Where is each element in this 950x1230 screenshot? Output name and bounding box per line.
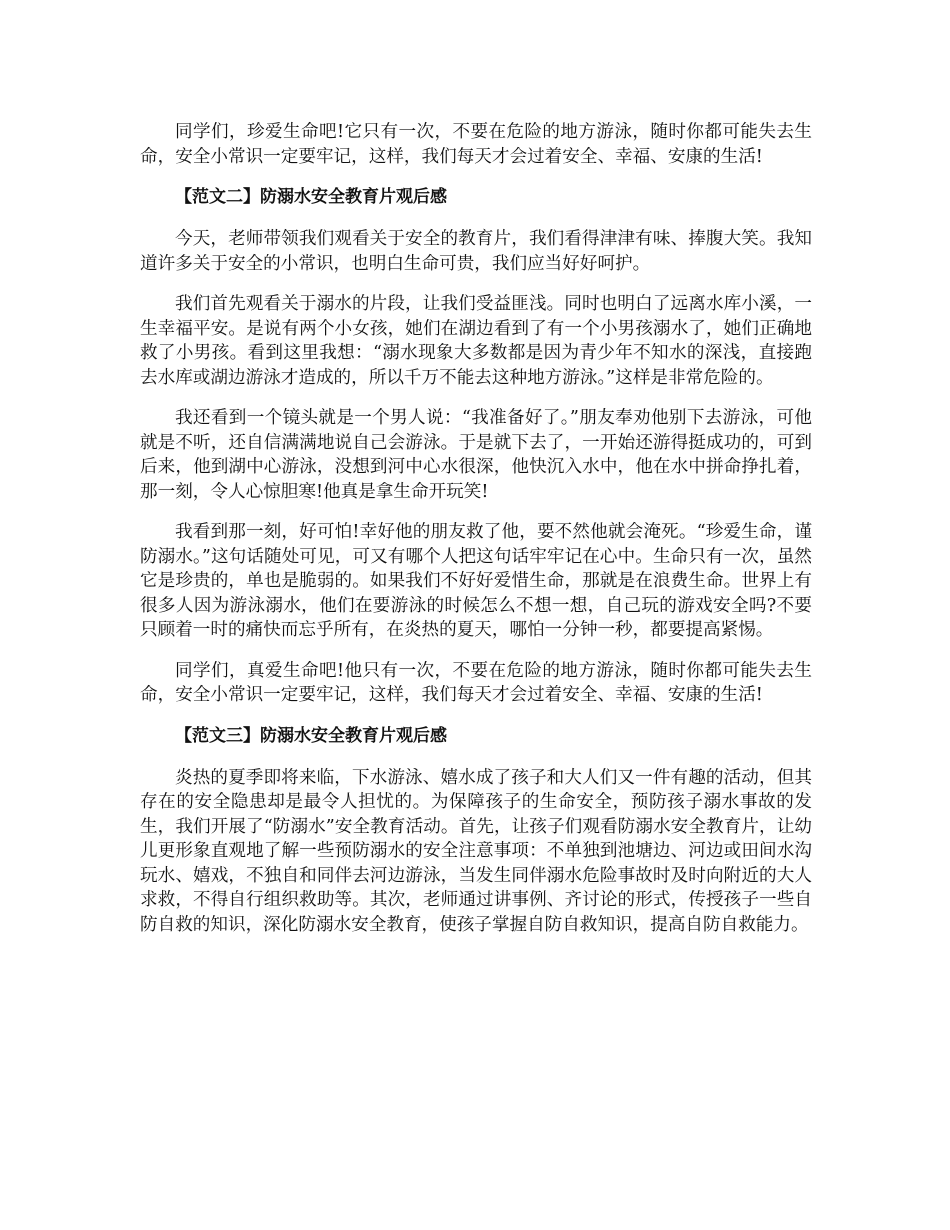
- paragraph: 我还看到一个镜头就是一个男人说：“我准备好了。”朋友奉劝他别下去游泳，可他就是不听，还自信满满地说自己会游泳。于是就下去了，一开始还游得挺成功的，可到后来，他到湖中心游泳，没想到河中心水很深，他快沉入水中，他在水中拼命挣扎着，那一刻，令人心惊胆寒!他真是拿生命开玩笑!: [140, 408, 812, 502]
- paragraph-closing-2: 同学们，真爱生命吧!他只有一次，不要在危险的地方游泳，随时你都可能失去生命，安全小常识一定要牢记，这样，我们每天才会过着安全、幸福、安康的生活!: [140, 660, 812, 705]
- section-heading-2: 【范文二】防溺水安全教育片观后感: [175, 187, 447, 207]
- paragraph: 今天，老师带领我们观看关于安全的教育片，我们看得津津有味、捧腹大笑。我知道许多关于安全的小常识，也明白生命可贵，我们应当好好呵护。: [140, 229, 812, 274]
- paragraph: 我看到那一刻，好可怕!幸好他的朋友救了他，要不然他就会淹死。“珍爱生命，谨防溺水。”这句话随处可见，可又有哪个人把这句话牢牢记在心中。生命只有一次，虽然它是珍贵的，单也是脆弱的。如果我们不好好爱惜生命，那就是在浪费生命。世界上有很多人因为游泳溺水，他们在要游泳的时候怎么不想一想，自己玩的游戏安全吗?不要只顾着一时的痛快而忘乎所有，在炎热的夏天，哪怕一分钟一秒，都要提高紧惕。: [140, 522, 812, 640]
- document-body: [140, 120, 812, 953]
- paragraph: 炎热的夏季即将来临，下水游泳、嬉水成了孩子和大人们又一件有趣的活动，但其存在的安全隐患却是最令人担忧的。为保障孩子的生命安全，预防孩子溺水事故的发生，我们开展了“防溺水”安全教育活动。首先，让孩子们观看防溺水安全教育片，让幼儿更形象直观地了解一些预防溺水的安全注意事项：不单独到池塘边、河边或田间水沟玩水、嬉戏，不独自和同伴去河边游泳，当发生同伴溺水危险事故时及时向附近的大人求救，不得自行组织救助等。其次，老师通过讲事例、齐讨论的形式，传授孩子一些自防自救的知识，深化防溺水安全教育，使孩子掌握自防自救知识，提高自防自救能力。: [140, 767, 812, 935]
- paragraph-closing-1: 同学们，珍爱生命吧!它只有一次，不要在危险的地方游泳，随时你都可能失去生命，安全小常识一定要牢记，这样，我们每天才会过着安全、幸福、安康的生活!: [140, 122, 812, 167]
- section-heading-3: 【范文三】防溺水安全教育片观后感: [175, 725, 447, 746]
- paragraph: 我们首先观看关于溺水的片段，让我们受益匪浅。同时也明白了远离水库小溪，一生幸福平安。是说有两个小女孩，她们在湖边看到了有一个小男孩溺水了，她们正确地救了小男孩。看到这里我想：“溺水现象大多数都是因为青少年不知水的深浅，直接跑去水库或湖边游泳才造成的，所以千万不能去这种地方游泳。”这样是非常危险的。: [140, 294, 812, 388]
